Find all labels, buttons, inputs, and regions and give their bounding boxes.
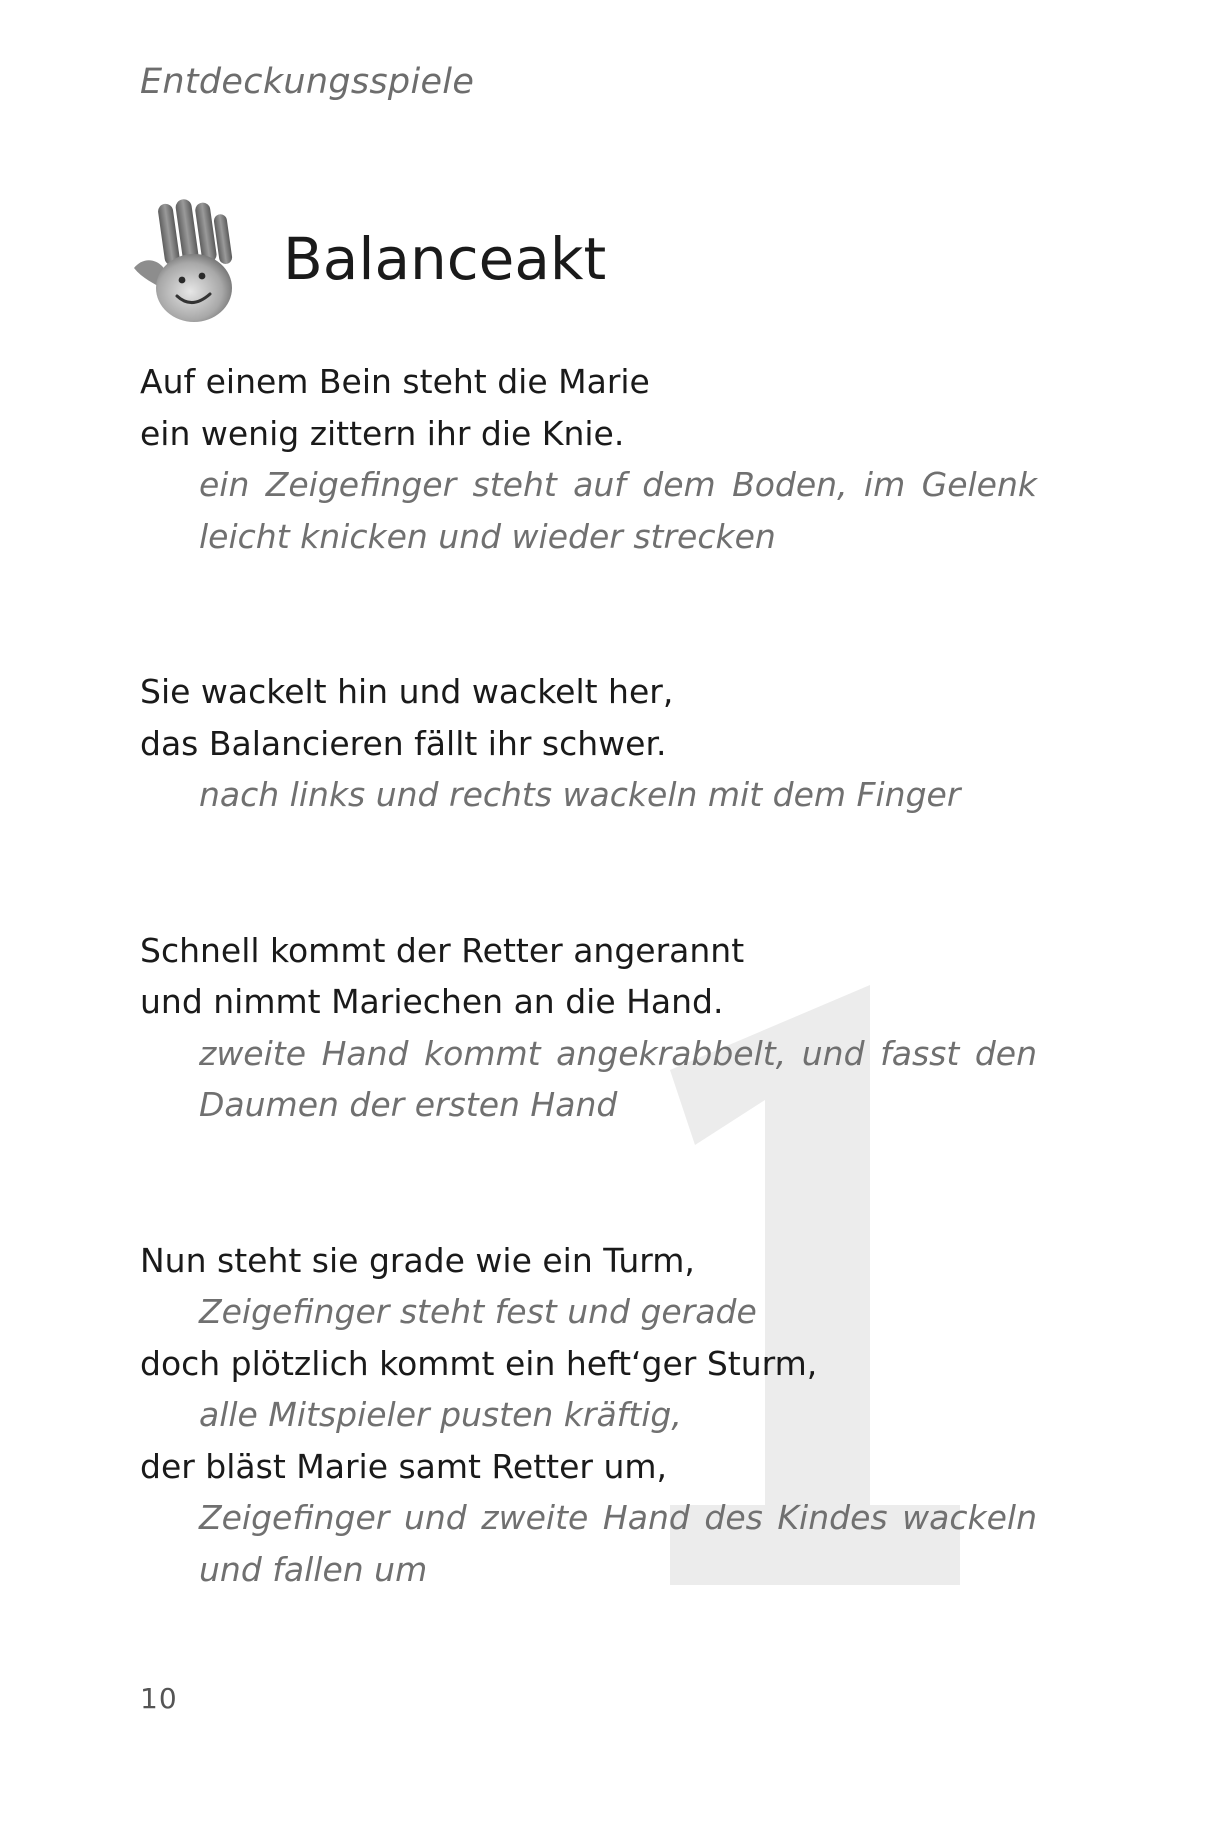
instruction-line: zweite Hand kommt angekrabbelt, und fasst den — [199, 1033, 1037, 1073]
instruction-line: ein Zeigefinger steht auf dem Boden, im Gelenk — [199, 465, 1037, 504]
instruction-line: nach links und rechts wackeln mit dem Finger — [199, 775, 961, 814]
instruction-line: und fallen um — [199, 1549, 428, 1589]
verse-line: Auf einem Bein steht die Marie — [140, 362, 650, 401]
verse-line: Sie wackelt hin und wackelt her, — [140, 672, 674, 711]
page-number: 10 — [140, 1682, 178, 1715]
instruction-line: Zeigefinger und zweite Hand des Kindes wackeln — [199, 1498, 1037, 1537]
stanza — [140, 666, 1040, 821]
verse-line: ein wenig zittern ihr die Knie. — [140, 413, 625, 453]
verse-line: und nimmt Mariechen an die Hand. — [140, 982, 724, 1021]
page-title: Balanceakt — [283, 225, 607, 293]
instruction-line: leicht knicken und wieder strecken — [199, 516, 776, 556]
stanza — [140, 1235, 1040, 1596]
stanza — [140, 925, 1040, 1131]
verse-line: doch plötzlich kommt ein heft‘ger Sturm, — [140, 1343, 818, 1383]
verse-line: Schnell kommt der Retter angerannt — [140, 930, 745, 970]
stanza-gap — [140, 562, 1040, 666]
poem-body — [140, 356, 1040, 1595]
instruction-line: Daumen der ersten Hand — [199, 1085, 618, 1124]
instruction-line: alle Mitspieler pusten kräftig, — [199, 1395, 682, 1434]
stanza-gap — [140, 1131, 1040, 1235]
stanza-gap — [140, 821, 1040, 925]
verse-line: Nun steht sie grade wie ein Turm, — [140, 1240, 695, 1280]
verse-line: der bläst Marie samt Retter um, — [140, 1446, 668, 1486]
waving-hand-smiley-icon — [132, 196, 262, 328]
verse-line: das Balancieren fällt ihr schwer. — [140, 723, 667, 763]
stanza — [140, 356, 1040, 562]
instruction-line: Zeigefinger steht fest und gerade — [199, 1292, 757, 1331]
section-header: Entdeckungsspiele — [140, 62, 475, 102]
